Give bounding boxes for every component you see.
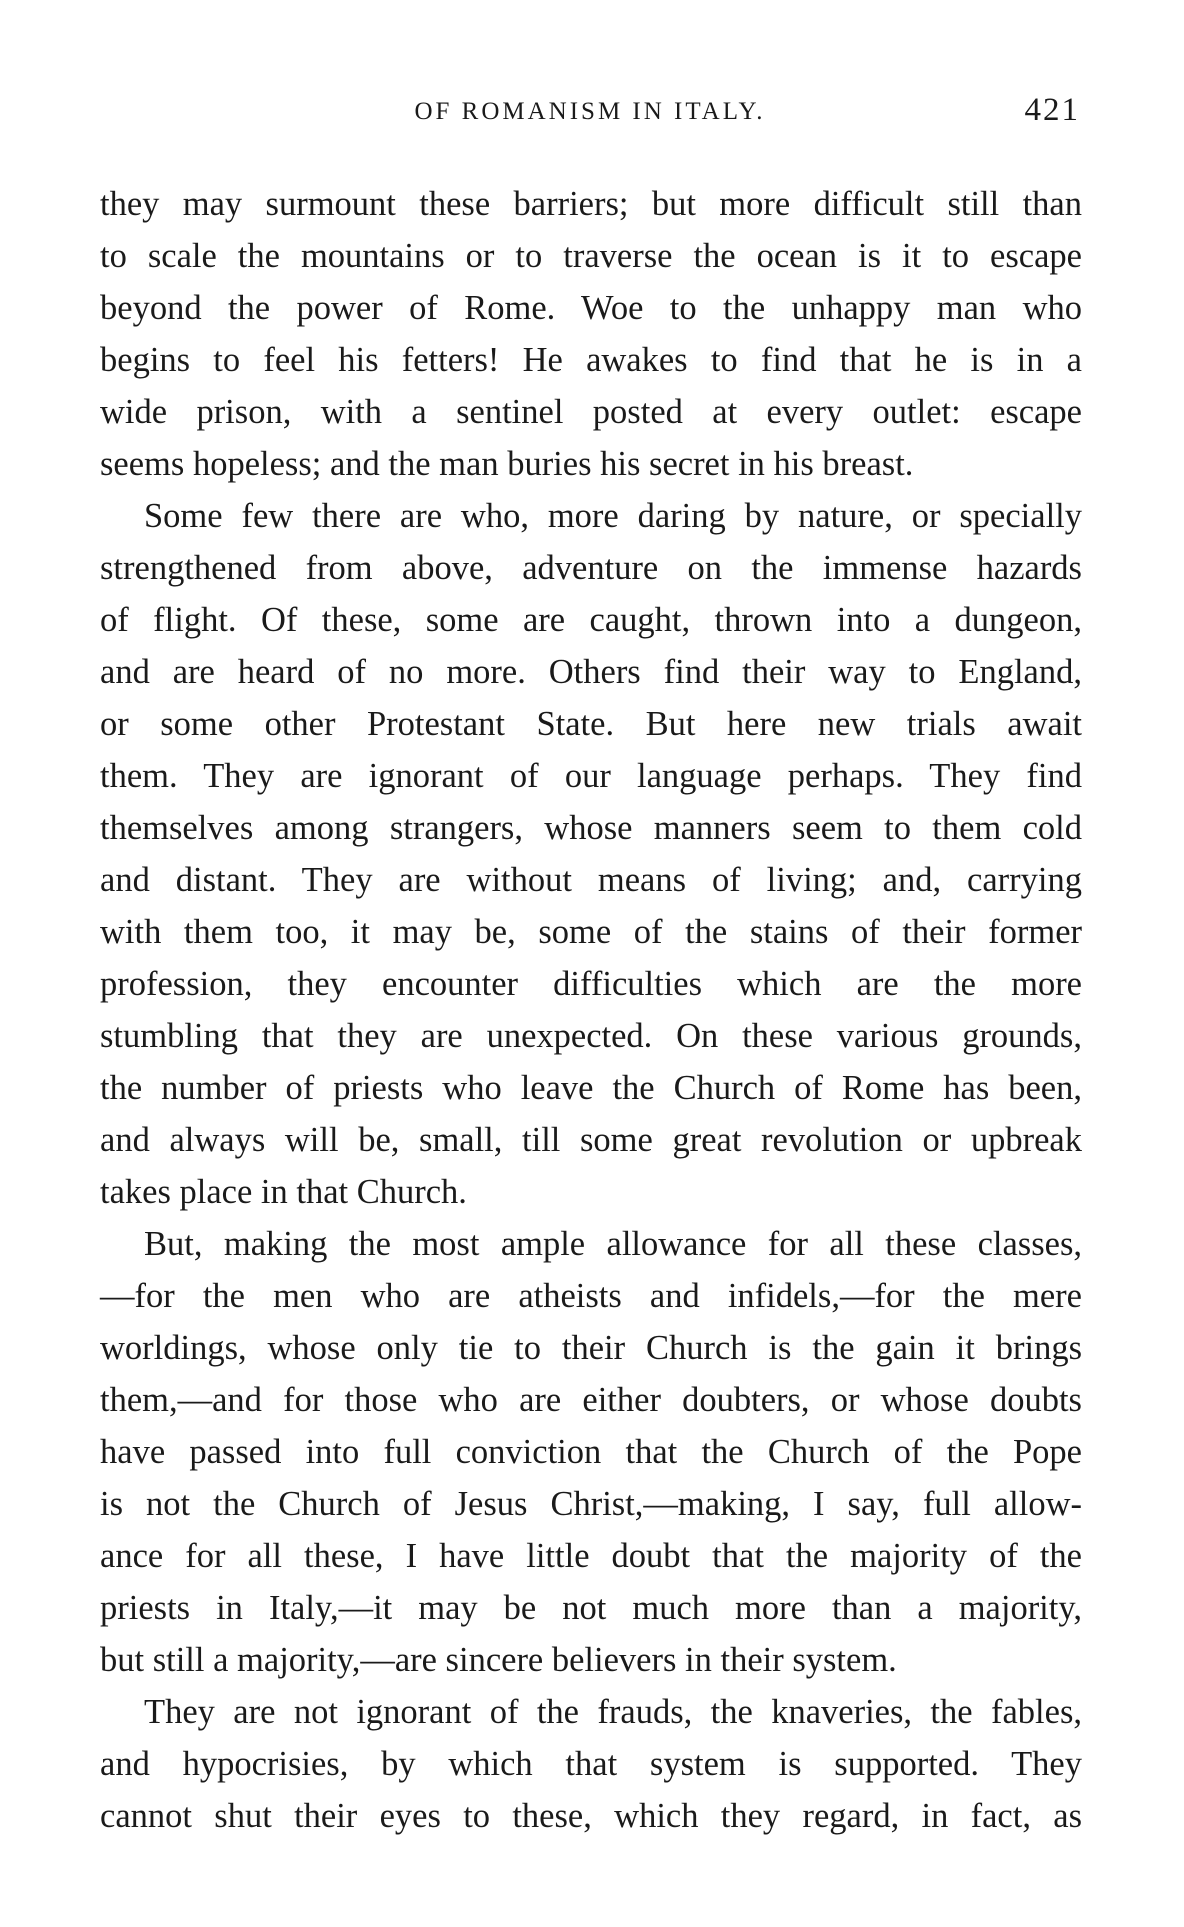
text-line: and always will be, small, till some great revolution or upbreak bbox=[100, 1121, 1082, 1159]
text-line: is not the Church of Jesus Christ,—making, I say, full allow- bbox=[100, 1485, 1082, 1523]
text-line: and are heard of no more. Others find their way to England, bbox=[100, 653, 1082, 691]
text-line: priests in Italy,—it may be not much more than a majority, bbox=[100, 1589, 1082, 1627]
text-line: have passed into full conviction that the Church of the Pope bbox=[100, 1433, 1082, 1471]
text-line: of flight. Of these, some are caught, thrown into a dungeon, bbox=[100, 601, 1082, 639]
text-line: stumbling that they are unexpected. On these various grounds, bbox=[100, 1017, 1082, 1055]
text-line: the number of priests who leave the Church of Rome has been, bbox=[100, 1069, 1082, 1107]
text-line: beyond the power of Rome. Woe to the unhappy man who bbox=[100, 289, 1082, 327]
paragraph bbox=[100, 1218, 1082, 1686]
paragraph bbox=[100, 178, 1082, 490]
running-head bbox=[100, 92, 1080, 132]
text-line: They are not ignorant of the frauds, the knaveries, the fables, bbox=[144, 1693, 1082, 1731]
text-line: cannot shut their eyes to these, which they regard, in fact, as bbox=[100, 1797, 1082, 1835]
text-line: wide prison, with a sentinel posted at every outlet: escape bbox=[100, 393, 1082, 431]
text-line: seems hopeless; and the man buries his secret in his breast. bbox=[100, 445, 914, 483]
text-line: and distant. They are without means of living; and, carrying bbox=[100, 861, 1082, 899]
text-line: But, making the most ample allowance for all these classes, bbox=[144, 1225, 1082, 1263]
text-line: they may surmount these barriers; but more difficult still than bbox=[100, 185, 1082, 223]
text-line: begins to feel his fetters! He awakes to find that he is in a bbox=[100, 341, 1082, 379]
text-line: them. They are ignorant of our language perhaps. They find bbox=[100, 757, 1082, 795]
text-line: profession, they encounter difficulties which are the more bbox=[100, 965, 1082, 1003]
text-line: Some few there are who, more daring by nature, or specially bbox=[144, 497, 1082, 535]
paragraph bbox=[100, 1686, 1082, 1842]
body-text bbox=[100, 178, 1082, 1842]
text-line: ance for all these, I have little doubt that the majority of the bbox=[100, 1537, 1082, 1575]
text-line: —for the men who are atheists and infidels,—for the mere bbox=[100, 1277, 1082, 1315]
text-line: them,—and for those who are either doubters, or whose doubts bbox=[100, 1381, 1082, 1419]
text-line: to scale the mountains or to traverse the ocean is it to escape bbox=[100, 237, 1082, 275]
paragraph bbox=[100, 490, 1082, 1218]
text-line: worldings, whose only tie to their Church is the gain it brings bbox=[100, 1329, 1082, 1367]
text-line: or some other Protestant State. But here new trials await bbox=[100, 705, 1082, 743]
text-line: but still a majority,—are sincere believers in their system. bbox=[100, 1641, 897, 1679]
page-number: 421 bbox=[1024, 92, 1080, 128]
text-line: with them too, it may be, some of the stains of their former bbox=[100, 913, 1082, 951]
text-line: and hypocrisies, by which that system is supported. They bbox=[100, 1745, 1082, 1783]
text-line: strengthened from above, adventure on the immense hazards bbox=[100, 549, 1082, 587]
text-line: themselves among strangers, whose manners seem to them cold bbox=[100, 809, 1082, 847]
text-line: takes place in that Church. bbox=[100, 1173, 467, 1211]
running-title: OF ROMANISM IN ITALY. bbox=[414, 98, 766, 125]
